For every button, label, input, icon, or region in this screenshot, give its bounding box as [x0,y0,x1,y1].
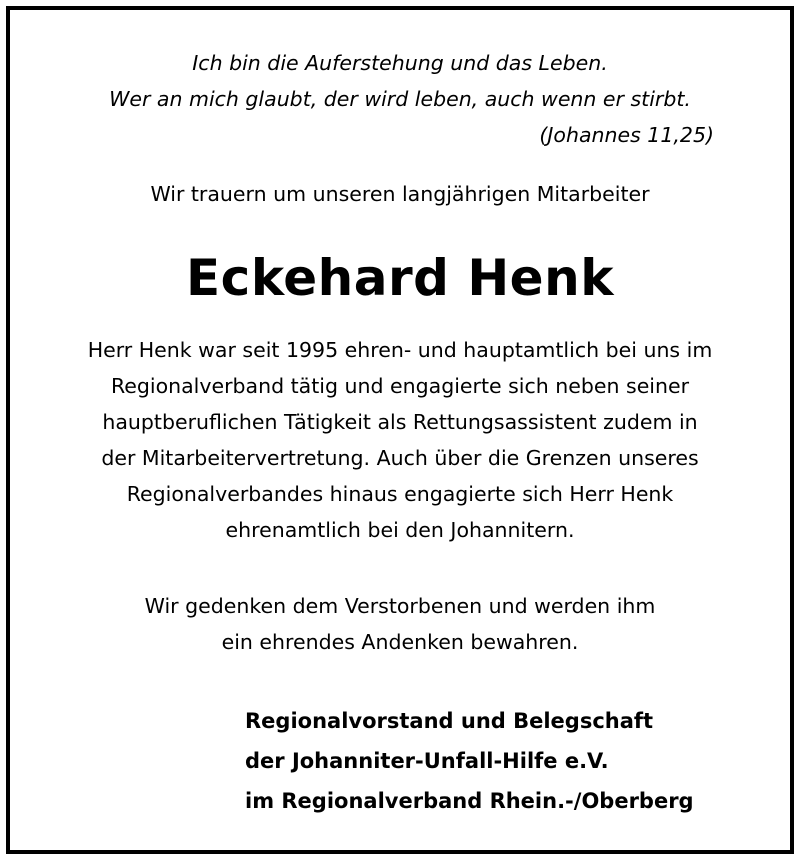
verse-reference: (Johannes 11,25) [539,123,714,147]
closing-line: Wir gedenken dem Verstorbenen und werden ihm [144,594,656,618]
closing-line: ein ehrendes Andenken bewahren. [221,630,579,654]
verse-line-2: Wer an mich glaubt, der wird leben, auch wenn er stirbt. [109,87,691,111]
paragraph-line: der Mitarbeitervertretung. Auch über die Grenzen unseres [101,446,699,470]
signature-line: der Johanniter-Unfall-Hilfe e.V. [245,749,609,773]
verse-line-1: Ich bin die Auferstehung und das Leben. [192,51,608,75]
deceased-name: Eckehard Henk [186,249,614,307]
paragraph-line: hauptberuflichen Tätigkeit als Rettungsassistent zudem in [102,410,698,434]
intro-text: Wir trauern um unseren langjährigen Mitarbeiter [150,182,650,206]
paragraph-line: Herr Henk war seit 1995 ehren- und hauptamtlich bei uns im [87,338,713,362]
signature-line: im Regionalverband Rhein.-/Oberberg [245,789,694,813]
paragraph-line: Regionalverband tätig und engagierte sich neben seiner [110,374,690,398]
paragraph-line: ehrenamtlich bei den Johannitern. [225,518,575,542]
signature-line: Regionalvorstand und Belegschaft [245,709,654,733]
paragraph-line: Regionalverbandes hinaus engagierte sich Herr Henk [126,482,674,506]
